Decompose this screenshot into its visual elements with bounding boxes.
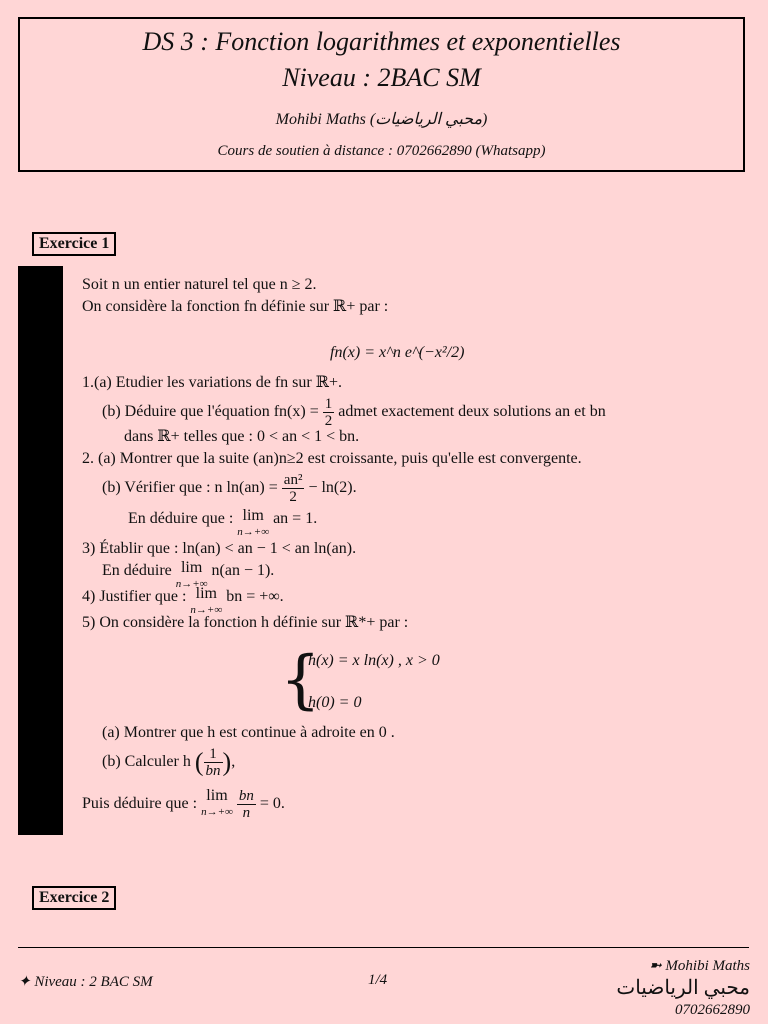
exercise-1-label: Exercice 1 xyxy=(32,232,116,256)
footer-page-number: 1/4 xyxy=(368,972,388,988)
question-1b-text-2: admet exactement deux solutions an et bn xyxy=(338,403,606,421)
footer-phone: 0702662890 xyxy=(675,1002,750,1018)
limit-subscript: n→+∞ xyxy=(190,604,223,616)
fraction-an-squared-over-2 xyxy=(282,472,305,505)
piecewise-case-1: h(x) = x ln(x) , x > 0 xyxy=(308,652,440,669)
document-level: Niveau : 2BAC SM xyxy=(282,63,481,92)
deduce-tail: an = 1. xyxy=(273,510,318,527)
fraction-bn-over-n xyxy=(237,788,256,821)
limit-operator xyxy=(201,788,233,820)
question-2b xyxy=(102,472,357,505)
fraction-denominator: 2 xyxy=(324,413,333,429)
question-1a: 1.(a) Etudier les variations de fn sur ℝ+. xyxy=(82,374,343,391)
document-header xyxy=(18,17,745,172)
footer-divider xyxy=(18,947,749,948)
question-5b: (b) Calculer h ( $\frac{1}{bn}$ ), xyxy=(102,746,236,779)
question-1b xyxy=(102,396,606,429)
limit-word: lim xyxy=(242,507,264,524)
deduce-tail: n(an − 1). xyxy=(211,562,275,579)
fraction-numerator: 1 xyxy=(204,746,223,763)
fraction-denominator: bn xyxy=(205,763,221,779)
question-3: 3) Établir que : ln(an) < an − 1 < an ln(an). xyxy=(82,540,357,557)
contact-line: Cours de soutien à distance : 0702662890 (Whatsapp) xyxy=(217,143,546,159)
question-4-text: 4) Justifier que : xyxy=(82,588,187,605)
fraction-denominator: 2 xyxy=(289,489,297,505)
question-5: 5) On considère la fonction h définie sur ℝ*+ par : xyxy=(82,614,409,631)
fraction-one-half xyxy=(323,396,335,429)
final-tail: = 0. xyxy=(259,795,285,813)
footer-brand xyxy=(616,957,750,1019)
exercise-1-sidebar-bar xyxy=(18,266,63,835)
question-1b-text: (b) Déduire que l'équation fn(x) = xyxy=(102,403,319,421)
deduce-text: En déduire que : xyxy=(128,510,234,527)
piecewise-brace: { xyxy=(280,643,321,717)
intro-line-2: On considère la fonction fn définie sur ℝ+ par : xyxy=(82,298,389,315)
piecewise-case-2: h(0) = 0 xyxy=(308,694,362,711)
question-2a: 2. (a) Montrer que la suite (an)n≥2 est croissante, puis qu'elle est convergente. xyxy=(82,450,582,467)
question-2b-deduce xyxy=(128,508,317,540)
question-1b-line-3: dans ℝ+ telles que : 0 < an < 1 < bn. xyxy=(124,428,360,445)
footer-level: ✦ Niveau : 2 BAC SM xyxy=(18,974,153,990)
question-5a: (a) Montrer que h est continue à adroite en 0 . xyxy=(102,724,395,741)
deduce-text: En déduire xyxy=(102,562,172,579)
fraction-numerator: an² xyxy=(283,472,303,488)
document-title: DS 3 : Fonction logarithmes et exponentielles xyxy=(142,27,621,56)
limit-word: lim xyxy=(195,585,217,602)
limit-subscript: n→+∞ xyxy=(237,526,270,538)
question-5b-text: (b) Calculer h xyxy=(102,753,191,771)
exercise-2-label: Exercice 2 xyxy=(32,886,116,910)
question-2b-suffix: − ln(2). xyxy=(308,479,357,497)
author-line: Mohibi Maths (محبي الرياضيات) xyxy=(275,111,488,128)
fraction-numerator: bn xyxy=(238,788,254,804)
final-statement xyxy=(82,788,285,821)
limit-word: lim xyxy=(206,787,228,804)
fraction-one-over-bn xyxy=(204,746,223,779)
question-4-tail: bn = +∞. xyxy=(226,588,284,605)
limit-subscript: n→+∞ xyxy=(175,578,208,590)
footer-brand-arabic: محبي الرياضيات xyxy=(616,977,750,999)
fraction-denominator: n xyxy=(242,805,251,821)
limit-word: lim xyxy=(180,559,203,576)
final-text: Puis déduire que : xyxy=(82,795,198,813)
limit-operator xyxy=(237,508,269,540)
limit-subscript: n→+∞ xyxy=(201,806,233,818)
question-2b-text: (b) Vérifier que : n ln(an) = xyxy=(102,479,278,497)
main-formula: fn(x) = x^n e^(−x²/2) xyxy=(330,344,465,361)
intro-line-1: Soit n un entier naturel tel que n ≥ 2. xyxy=(82,276,317,293)
fraction-numerator: 1 xyxy=(324,396,333,412)
footer-brand-name: ➼ Mohibi Maths xyxy=(649,958,750,974)
